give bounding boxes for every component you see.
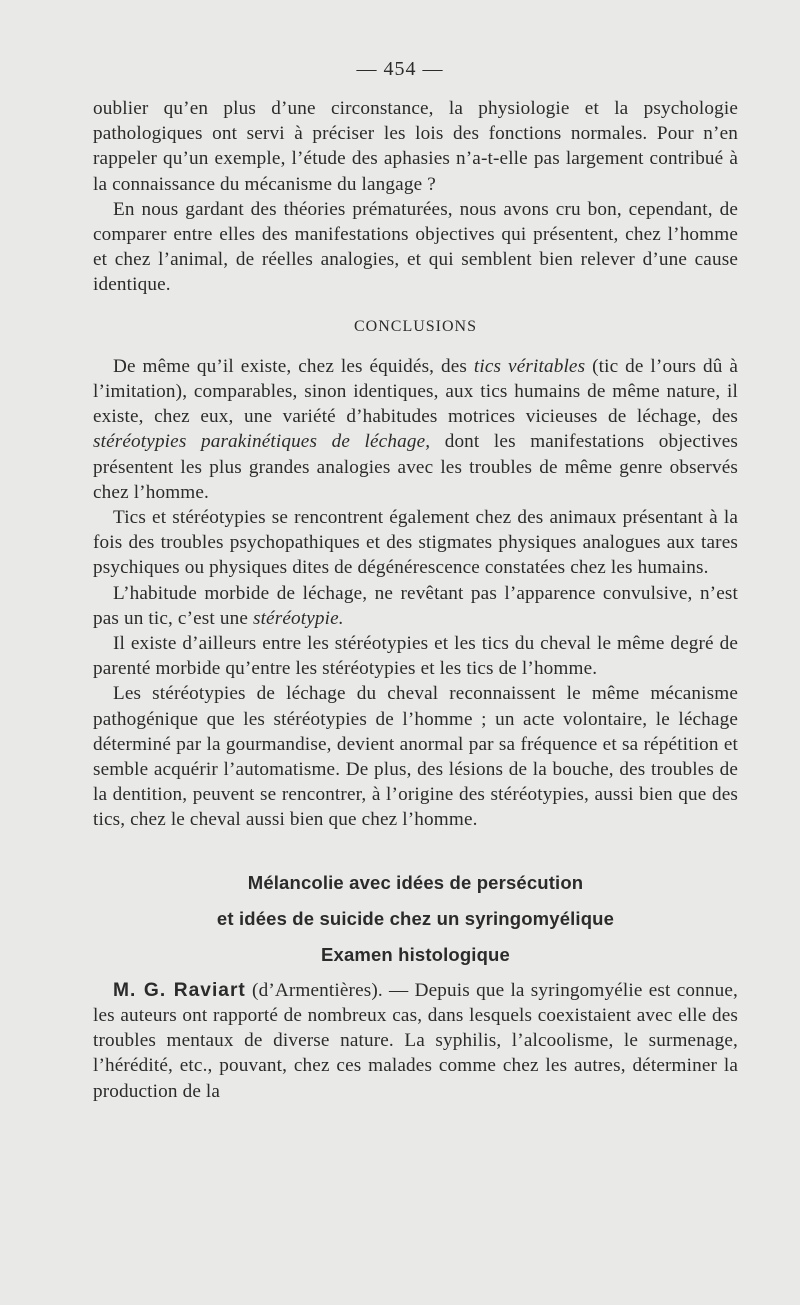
- text-run: L’habitude morbide de léchage, ne revêtant pas l’apparence convulsive, n’est pas un tic, c’est une: [93, 582, 738, 629]
- article-paragraph: [93, 978, 738, 1104]
- conclusion-paragraph: Tics et stéréotypies se rencontrent également chez des animaux présentant à la fois des troubles psychopathiques et des stigmates physiques analogues aux tares psychiques ou physiques dites de dégénérescence constatées chez les humains.: [93, 507, 738, 579]
- conclusion-paragraph: Il existe d’ailleurs entre les stéréotypies et les tics du cheval le même degré de parenté morbide qu’entre les stéréotypies et les tics de l’homme.: [93, 633, 738, 680]
- italic-term: stéréotypies parakinétiques de léchage,: [93, 431, 431, 453]
- text-run: dont les manifestations objectives présentent les plus grandes analogies avec les troubles de même genre observés chez l’homme.: [93, 431, 738, 503]
- article-heading-line-1: Mélancolie avec idées de persécution: [247, 871, 584, 893]
- italic-term: stéréotypie.: [252, 607, 344, 629]
- conclusion-paragraph: [93, 354, 738, 505]
- text-run: De même qu’il existe, chez les équidés, des: [113, 355, 474, 377]
- conclusion-paragraph: [93, 581, 738, 631]
- conclusion-paragraph: Les stéréotypies de léchage du cheval reconnaissent le même mécanisme pathogénique que les stéréotypies de l’homme ; un acte volontaire, le léchage déterminé par la gourmandise, devient anormal par sa fréquence et sa répétition et semble acquérir l’automatisme. De plus, des lésions de la bouche, des troubles de la dentition, peuvent se rencontrer, à l’origine des stéréotypies, aussi bien que des tics, chez le cheval aussi bien que chez l’homme.: [93, 683, 738, 831]
- paragraph: En nous gardant des théories prématurées, nous avons cru bon, cependant, de comparer entre elles des manifestations objectives qui présentent, chez l’homme et chez l’animal, de réelles analogies, et qui semblent bien relever d’une cause identique.: [93, 198, 738, 296]
- article-heading-line-2: et idées de suicide chez un syringomyélique: [216, 907, 615, 929]
- author-name: M. G. Raviart: [113, 979, 246, 1001]
- section-gap: [93, 833, 738, 870]
- body-text: [93, 96, 738, 1104]
- text-run: (d’Armentières). — Depuis que la syringomyélie est connue, les auteurs ont rapporté de nombreux cas, dans lesquels coexistaient avec elle des troubles mentaux de diverse nature. La syphilis, l’alcoolisme, le surmenage, l’hérédité, etc., pouvant, chez ces malades comme chez les autres, déterminer la production de la: [93, 979, 738, 1102]
- conclusions-title: CONCLUSIONS: [353, 317, 477, 335]
- text-run: (tic de l’ours dû à l’imitation), comparables, sinon identiques, aux tics humains de même nature, il existe, chez eux, une variété d’habitudes motrices vicieuses de léchage, des: [93, 355, 739, 428]
- italic-term: tics véritables: [473, 355, 586, 377]
- article-heading-line-3: Examen histologique: [321, 943, 510, 965]
- page-number: — 454 —: [356, 58, 444, 80]
- paragraph-continuation: oublier qu’en plus d’une circonstance, la physiologie et la psychologie pathologiques ont servi à préciser les lois des fonctions normales. Pour n’en rappeler qu’un exemple, l’étude des aphasies n’a-t-elle pas largement contribué à la connaissance du mécanisme du langage ?: [93, 98, 738, 195]
